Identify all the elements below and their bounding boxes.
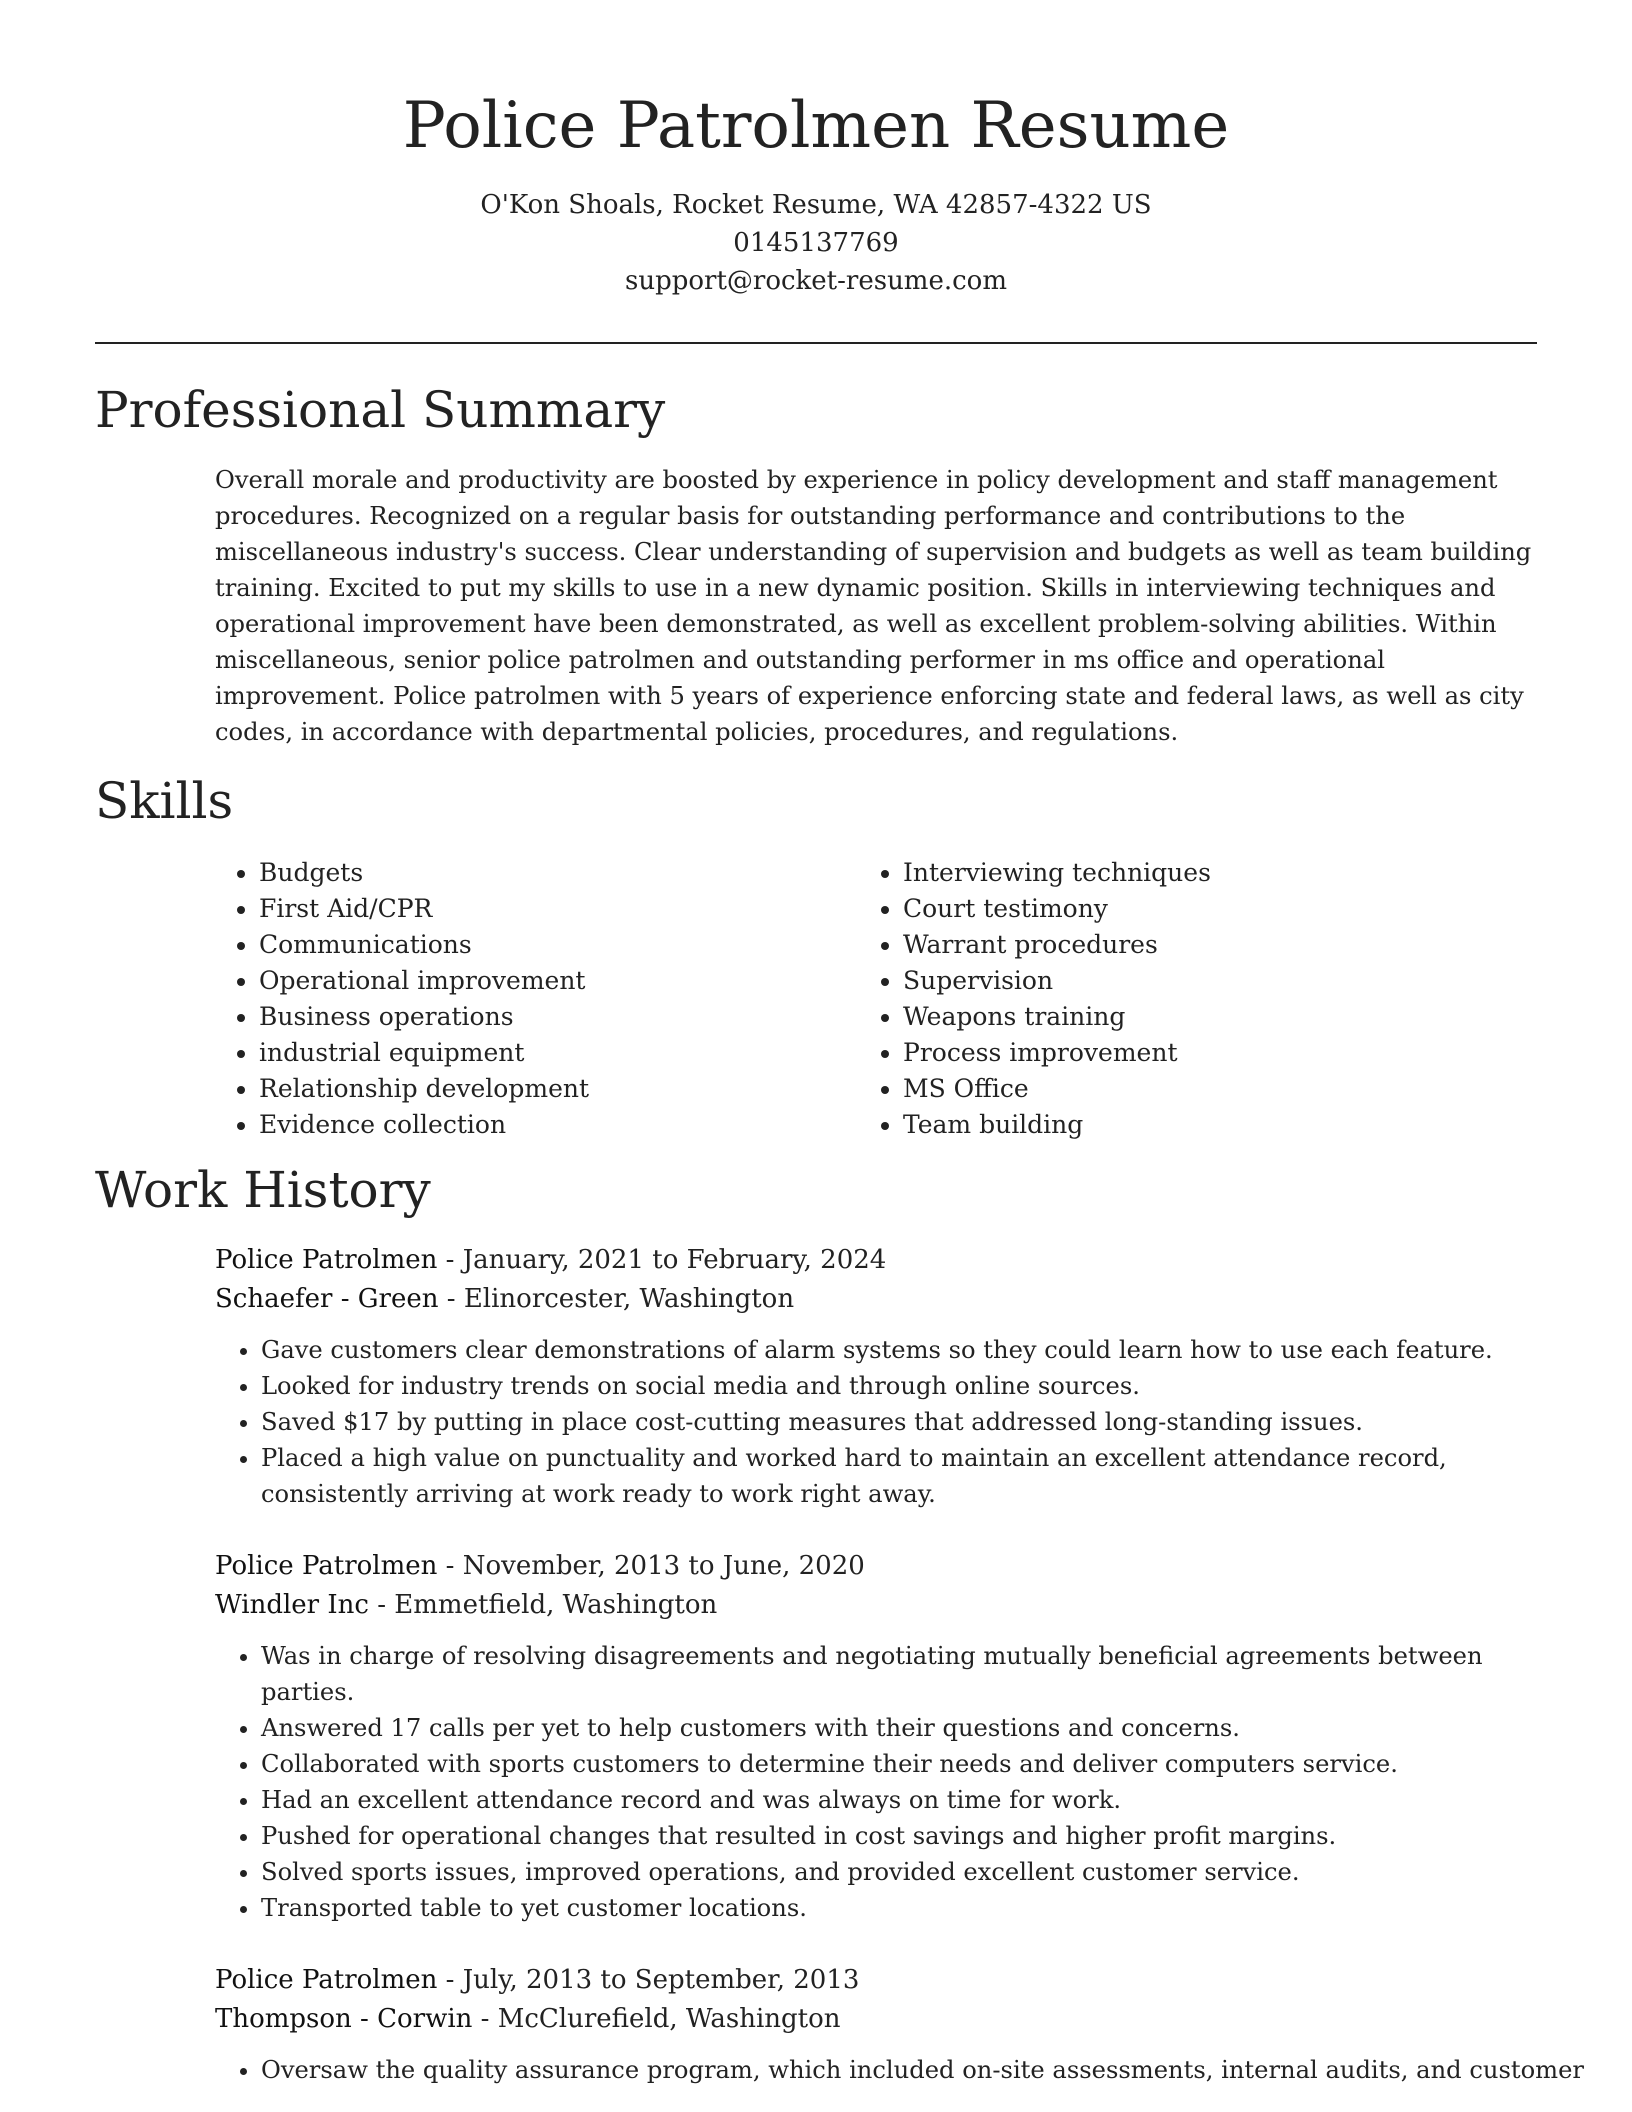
job-company-line [215,2000,1545,2039]
skills-list-left [213,855,819,1143]
job-entry [215,1961,1584,2088]
job-bullet: • Placed a high value on punctuality and worked hard to maintain an excellent attendance record, consistently arriving at work ready to work right away. [261,1440,1545,1512]
job-dates: July, 2013 to September, 2013 [462,1965,860,1995]
skills-heading: Skills [95,772,234,830]
job-bullet: • Was in charge of resolving disagreements and negotiating mutually beneficial agreements between parties. [261,1638,1545,1710]
job-bullets [215,1638,1545,1926]
job-bullet: • Oversaw the quality assurance program, which included on-site assessments, internal audits, and customer [261,2052,1545,2088]
job-title: Police Patrolmen [215,1245,438,1275]
separator: - [437,1965,463,1995]
job-location: Elinorcester, Washington [463,1284,795,1314]
contact-phone: 0145137769 [733,228,899,258]
job-bullet: • Had an excellent attendance record and was always on time for work. [261,1782,1545,1818]
job-bullet: • Saved $17 by putting in place cost-cutting measures that addressed long-standing issues. [261,1404,1545,1440]
separator: - [437,1245,463,1275]
job-entry [215,1547,1545,1926]
skills-list-right [857,855,1503,1143]
skill-item: • First Aid/CPR [259,891,819,927]
skill-item: • Process improvement [903,1035,1503,1071]
job-bullet: • Solved sports issues, improved operations, and provided excellent customer service. [261,1854,1545,1890]
separator: - [437,1551,463,1581]
job-title-line [215,1961,1545,2000]
skill-item: • MS Office [903,1071,1503,1107]
separator: - [472,2004,498,2034]
separator: - [368,1590,395,1620]
header-divider [95,342,1537,344]
summary-heading: Professional Summary [95,381,666,439]
skill-item: • Budgets [259,855,819,891]
job-dates: November, 2013 to June, 2020 [462,1551,865,1581]
job-bullets [215,1332,1545,1512]
job-company: Schaefer - Green [215,1284,439,1314]
job-company-line [215,1280,1545,1319]
job-bullet: • Answered 17 calls per yet to help customers with their questions and concerns. [261,1710,1545,1746]
job-title: Police Patrolmen [215,1551,438,1581]
skill-item: • Business operations [259,999,819,1035]
job-company-line [215,1586,1545,1625]
job-location: McClurefield, Washington [497,2004,841,2034]
job-bullet: • Looked for industry trends on social media and through online sources. [261,1368,1545,1404]
job-company: Thompson - Corwin [215,2004,473,2034]
summary-text: Overall morale and productivity are boosted by experience in policy development and staff management procedures. Recognized on a regular basis for outstanding performance and contributions to the miscellaneous industry's success. Clear understanding of supervision and budgets as well as team building training. Excited to put my skills to use in a new dynamic position. Skills in interviewing techniques and operational improvement have been demonstrated, as well as excellent problem-solving abilities. Within miscellaneous, senior police patrolmen and outstanding performer in ms office and operational improvement. Police patrolmen with 5 years of experience enforcing state and federal laws, as well as city codes, in accordance with departmental policies, procedures, and regulations. [215,466,1532,746]
separator: - [438,1284,464,1314]
resume-header [95,80,1537,300]
skill-item: • Warrant procedures [903,927,1503,963]
work-history-heading: Work History [95,1161,431,1219]
skill-item: • Communications [259,927,819,963]
skill-item: • Weapons training [903,999,1503,1035]
skill-item: • Evidence collection [259,1107,819,1143]
job-company: Windler Inc [215,1590,369,1620]
job-bullet: • Pushed for operational changes that resulted in cost savings and higher profit margins. [261,1818,1545,1854]
page-title: Police Patrolmen Resume [402,89,1230,163]
job-location: Emmetfield, Washington [394,1590,718,1620]
skill-item: • Supervision [903,963,1503,999]
job-bullets [215,2052,1584,2088]
job-entry [215,1241,1545,1512]
job-title-line [215,1241,1545,1280]
job-dates: January, 2021 to February, 2024 [462,1245,887,1275]
skill-item: • Court testimony [903,891,1503,927]
contact-address: O'Kon Shoals, Rocket Resume, WA 42857-4322 US [480,190,1152,220]
job-bullet: • Gave customers clear demonstrations of alarm systems so they could learn how to use each feature. [261,1332,1545,1368]
job-title: Police Patrolmen [215,1965,438,1995]
contact-email: support@rocket-resume.com [624,266,1007,296]
skill-item: • Operational improvement [259,963,819,999]
skill-item: • Team building [903,1107,1503,1143]
skill-item: • industrial equipment [259,1035,819,1071]
job-bullet: • Collaborated with sports customers to determine their needs and deliver computers service. [261,1746,1545,1782]
job-bullet: • Transported table to yet customer locations. [261,1890,1545,1926]
job-title-line [215,1547,1545,1586]
skill-item: • Relationship development [259,1071,819,1107]
skill-item: • Interviewing techniques [903,855,1503,891]
